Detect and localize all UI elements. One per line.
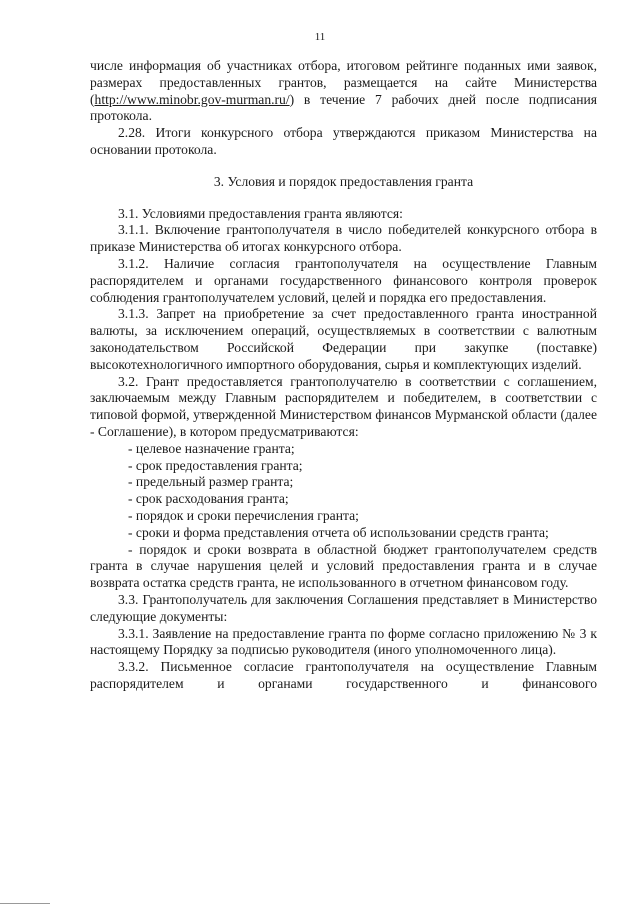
footer-rule (0, 903, 50, 904)
list-item: - порядок и сроки перечисления гранта; (128, 507, 359, 523)
page-number: 11 (314, 31, 326, 43)
paragraph-3-1-1: 3.1.1. Включение грантополучателя в число победителей конкурсного отбора в приказе Министерства об итогах конкурсного отбора. (90, 222, 597, 255)
document-body (90, 58, 597, 693)
section-title: 3. Условия и порядок предоставления гранта (213, 173, 474, 189)
intro-text-before: числе информация об участниках отбора, итоговом рейтинге поданных ими заявок, размерах предоставленных грантов, размещается на сайте Министерства ( (90, 58, 597, 107)
list-item: - срок расходования гранта; (128, 491, 289, 507)
paragraph-2-28: 2.28. Итоги конкурсного отбора утверждаются приказом Министерства на основании протокола. (90, 125, 597, 157)
list-item: - порядок и сроки возврата в областной бюджет грантополучателем средств гранта в случае нарушения целей и условий предоставления гранта и в случае возврата остатка средств гранта, не использованного в отчетном финансовом году. (90, 541, 597, 591)
paragraph-3-1-3: 3.1.3. Запрет на приобретение за счет предоставленного гранта иностранной валюты, за исключением операций, осуществляемых в соответствии с валютным законодательством Российской Федерации при закупке (поставке) высокотехнологичного импортного оборудования, сырья и комплектующих изделий. (90, 306, 597, 372)
ministry-site-link[interactable]: http://www.minobr.gov-murman.ru/ (94, 91, 290, 107)
list-item: - сроки и форма представления отчета об использовании средств гранта; (128, 524, 549, 540)
paragraph-3-1: 3.1. Условиями предоставления гранта являются: (118, 205, 403, 221)
list-item: - предельный размер гранта; (128, 474, 294, 490)
paragraph-3-1-2: 3.1.2. Наличие согласия грантополучателя на осуществление Главным распорядителем и органами государственного финансового контроля проверок соблюдения грантополучателем условий, целей и порядка его предоставления. (90, 255, 597, 305)
intro-paragraph (90, 58, 597, 125)
intro-text-after: ) в течение 7 рабочих дней после подписания протокола. (90, 91, 597, 124)
paragraph-3-3-1: 3.3.1. Заявление на предоставление гранта по форме согласно приложению № 3 к настоящему Порядку за подписью руководителя (иного уполномоченного лица). (90, 625, 597, 658)
paragraph-3-2: 3.2. Грант предоставляется грантополучателю в соответствии с соглашением, заключаемым между Главным распорядителем и победителем, в соответствии с типовой формой, утвержденной Министерством финансов Мурманской области (далее - Соглашение), в котором предусматриваются: (90, 373, 597, 439)
list-item: - срок предоставления гранта; (128, 457, 303, 473)
paragraph-3-3-2: 3.3.2. Письменное согласие грантополучателя на осуществление Главным распорядителем и органами государственного и финансового (90, 659, 597, 691)
paragraph-3-3: 3.3. Грантополучатель для заключения Соглашения представляет в Министерство следующие документы: (90, 591, 597, 624)
list-item: - целевое назначение гранта; (128, 440, 295, 456)
